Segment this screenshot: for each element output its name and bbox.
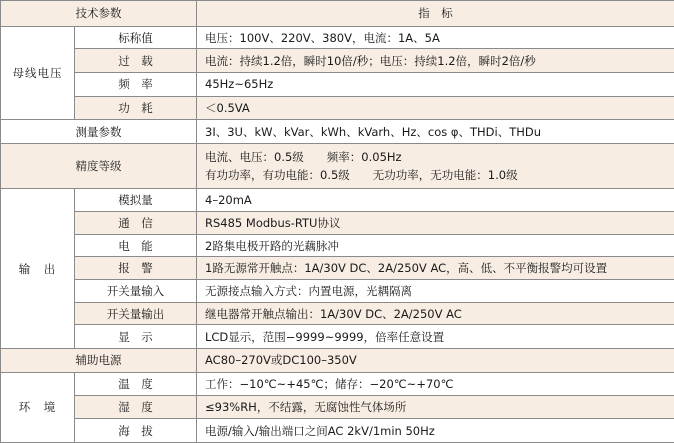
table-row bbox=[1, 234, 674, 257]
item-value: 电源/输入/输出端口之间AC 2kV/1min 50Hz bbox=[197, 419, 674, 443]
item-label: 功 耗 bbox=[75, 96, 197, 120]
accuracy-line-1: 电流、电压：0.5级 频率：0.05Hz bbox=[205, 150, 402, 165]
table-row bbox=[1, 96, 674, 120]
item-label: 过 载 bbox=[75, 49, 197, 73]
item-value: 工作：−10℃~+45℃；储存：−20℃~+70℃ bbox=[197, 372, 674, 396]
table-row bbox=[1, 280, 674, 303]
table-row bbox=[1, 325, 674, 349]
table-row bbox=[1, 120, 674, 144]
table-row bbox=[1, 212, 674, 235]
item-value: RS485 Modbus-RTU协议 bbox=[197, 212, 674, 235]
item-value: 电压：100V、220V、380V，电流：1A、5A bbox=[197, 26, 674, 49]
accuracy-line-2: 有功功率，有功电能：0.5级 无功功率，无功电能：1.0级 bbox=[205, 168, 518, 183]
table-row bbox=[1, 372, 674, 396]
group-measure: 测量参数 bbox=[1, 120, 197, 144]
item-label: 温 度 bbox=[75, 372, 197, 396]
item-label: 频 率 bbox=[75, 73, 197, 97]
item-value: LCD显示，范围−9999~9999，倍率任意设置 bbox=[197, 325, 674, 349]
item-label: 湿 度 bbox=[75, 396, 197, 419]
table-row bbox=[1, 26, 674, 49]
item-value: 45Hz~65Hz bbox=[197, 73, 674, 97]
item-value: 2路集电极开路的光藕脉冲 bbox=[197, 234, 674, 257]
item-value: AC80–270V或DC100–350V bbox=[197, 349, 674, 373]
table-row bbox=[1, 49, 674, 73]
group-environment: 环 境 bbox=[1, 372, 75, 442]
item-value: 3I、3U、kW、kVar、kWh、kVarh、Hz、cos φ、THDi、THDu bbox=[197, 120, 674, 144]
item-value: 1路无源常开触点：1A/30V DC、2A/250V AC，高、低、不平衡报警均可设置 bbox=[197, 257, 674, 280]
item-value: 电流：持续1.2倍，瞬时10倍/秒；电压：持续1.2倍，瞬时2倍/秒 bbox=[197, 49, 674, 73]
item-value: ＜0.5VA bbox=[197, 96, 674, 120]
table-row bbox=[1, 419, 674, 443]
group-aux-power: 辅助电源 bbox=[1, 349, 197, 373]
item-label: 电 能 bbox=[75, 234, 197, 257]
item-value: ≤93%RH，不结露，无腐蚀性气体场所 bbox=[197, 396, 674, 419]
item-value: 继电器常开触点输出：1A/30V DC、2A/250V AC bbox=[197, 302, 674, 325]
item-label: 标称值 bbox=[75, 26, 197, 49]
group-bus-voltage: 母线电压 bbox=[1, 26, 75, 120]
header-row bbox=[1, 1, 674, 27]
table-row bbox=[1, 257, 674, 280]
item-value: 4–20mA bbox=[197, 189, 674, 212]
table-row bbox=[1, 349, 674, 373]
table-row bbox=[1, 73, 674, 97]
item-label: 显 示 bbox=[75, 325, 197, 349]
group-accuracy: 精度等级 bbox=[1, 144, 197, 189]
group-output: 输 出 bbox=[1, 189, 75, 349]
header-indicator: 指 标 bbox=[197, 1, 674, 27]
header-param: 技术参数 bbox=[1, 1, 197, 27]
table-row bbox=[1, 144, 674, 189]
item-label: 开关量输入 bbox=[75, 280, 197, 303]
table-row bbox=[1, 302, 674, 325]
item-label: 开关量输出 bbox=[75, 302, 197, 325]
table-row bbox=[1, 396, 674, 419]
item-label: 海 拔 bbox=[75, 419, 197, 443]
item-label: 通 信 bbox=[75, 212, 197, 235]
item-label: 模拟量 bbox=[75, 189, 197, 212]
item-value: 无源接点输入方式：内置电源，光耦隔离 bbox=[197, 280, 674, 303]
item-label: 报 警 bbox=[75, 257, 197, 280]
accuracy-value bbox=[197, 144, 674, 189]
table-row bbox=[1, 189, 674, 212]
